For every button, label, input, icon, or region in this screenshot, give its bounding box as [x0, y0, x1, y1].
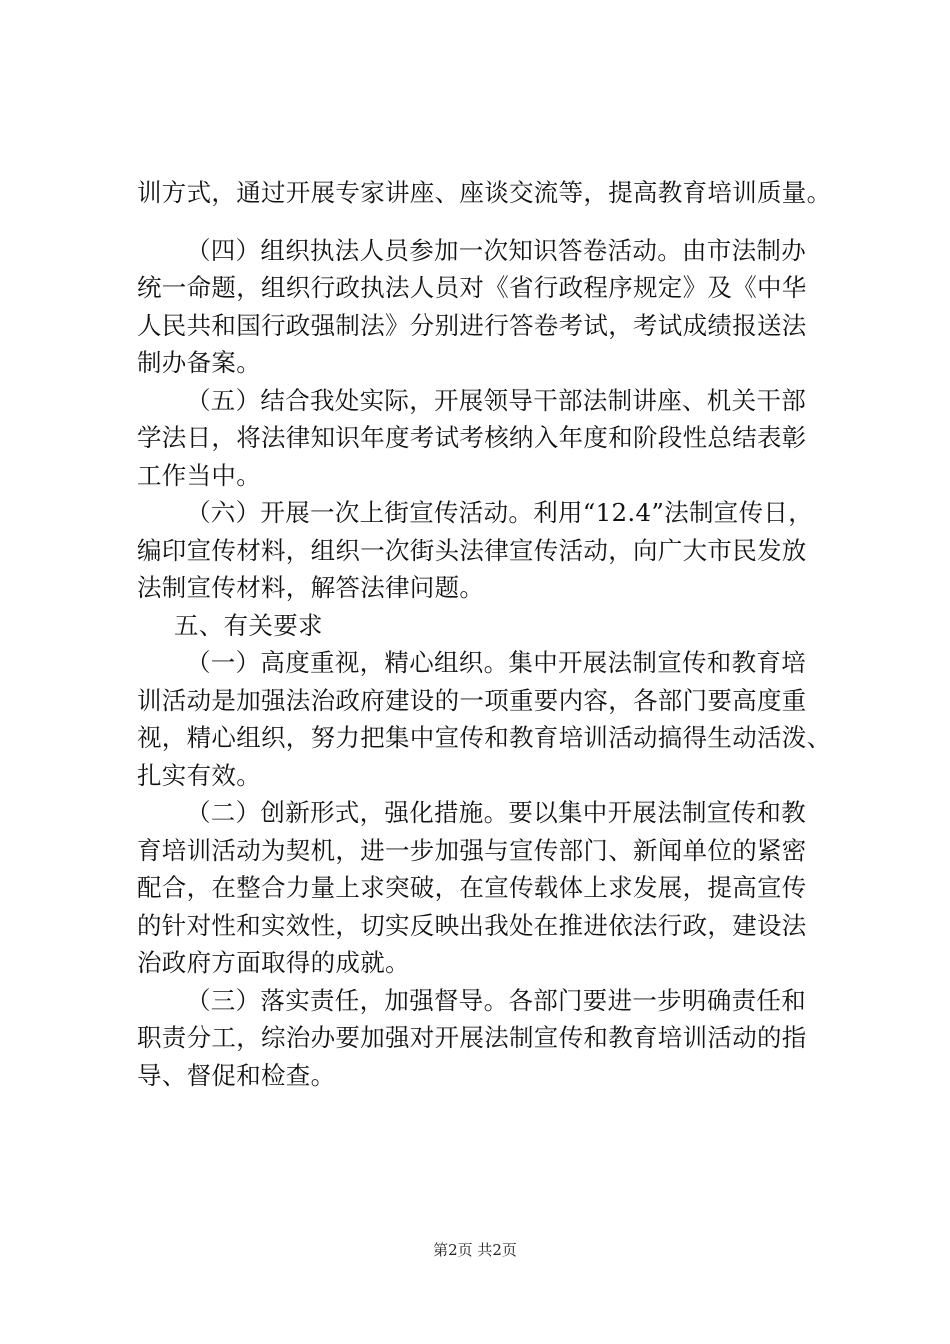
- text-line: （三）落实责任，加强督导。各部门要进一步明确责任和: [186, 985, 806, 1015]
- page-number: 第2页 共2页: [433, 1241, 517, 1259]
- text-line: 职责分工，综治办要加强对开展法制宣传和教育培训活动的指: [137, 1023, 807, 1052]
- section-heading: 五、有关要求: [174, 610, 323, 640]
- text-line: 编印宣传材料，组织一次街头法律宣传活动，向广大市民发放: [137, 535, 807, 565]
- text-line: 工作当中。: [137, 460, 261, 490]
- paragraph-gap: [137, 212, 857, 232]
- page-footer: [0, 1240, 950, 1260]
- document-body: [137, 174, 857, 1094]
- text-line: 训活动是加强法治政府建设的一项重要内容，各部门要高度重: [137, 685, 807, 715]
- text-line: （一）高度重视，精心组织。集中开展法制宣传和教育培: [186, 648, 806, 677]
- text-line: 育培训活动为契机，进一步加强与宣传部门、新闻单位的紧密: [137, 835, 807, 865]
- text-line: （四）组织执法人员参加一次知识答卷活动。由市法制办: [186, 235, 806, 265]
- text-line: 制办备案。: [137, 348, 261, 377]
- text-line: （五）结合我处实际，开展领导干部法制讲座、机关干部: [186, 385, 806, 415]
- text-line: 法制宣传材料，解答法律问题。: [137, 573, 485, 602]
- text-line: （二）创新形式，强化措施。要以集中开展法制宣传和教: [186, 798, 806, 827]
- text-line: 人民共和国行政强制法》分别进行答卷考试，考试成绩报送法: [137, 310, 807, 340]
- text-line: 扎实有效。: [137, 760, 261, 790]
- text-line: 学法日，将法律知识年度考试考核纳入年度和阶段性总结表彰: [137, 423, 807, 452]
- text-line: 导、督促和检查。: [137, 1060, 336, 1090]
- text-line: 训方式，通过开展专家讲座、座谈交流等，提高教育培训质量。: [137, 178, 832, 207]
- text-line: 统一命题，组织行政执法人员对《省行政程序规定》及《中华: [137, 273, 807, 302]
- text-line: 的针对性和实效性，切实反映出我处在推进依法行政，建设法: [137, 910, 807, 940]
- text-line: 视，精心组织，努力把集中宣传和教育培训活动搞得生动活泼、: [137, 723, 832, 752]
- text-line: 配合，在整合力量上求突破，在宣传载体上求发展，提高宣传: [137, 873, 807, 902]
- text-line: （六）开展一次上街宣传活动。利用“12.4”法制宣传日，: [186, 498, 813, 527]
- text-line: 治政府方面取得的成就。: [137, 948, 410, 977]
